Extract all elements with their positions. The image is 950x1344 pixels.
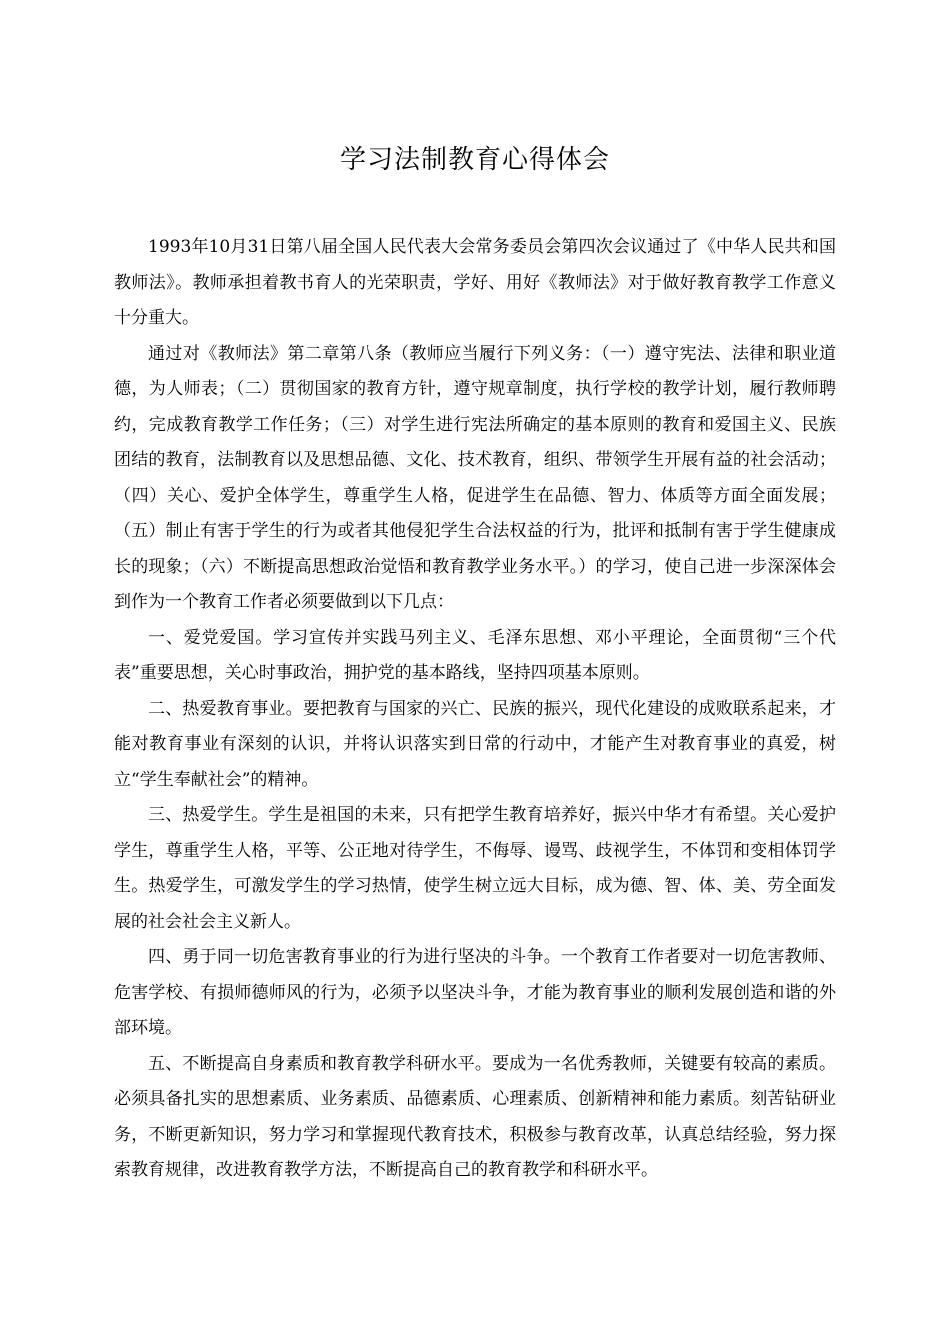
paragraph-point-4: 四、勇于同一切危害教育事业的行为进行坚决的斗争。一个教育工作者要对一切危害教师、危害学校、有损师德师风的行为，必须予以坚决斗争，才能为教育事业的顺利发展创造和谐的外部环境。 xyxy=(114,947,836,1038)
document-title: 学习法制教育心得体会 xyxy=(339,145,610,175)
paragraph-intro: 1993年10月31日第八届全国人民代表大会常务委员会第四次会议通过了《中华人民共和国教师法》。教师承担着教书育人的光荣职责，学好、用好《教师法》对于做好教育教学工作意义十分重大。 xyxy=(114,237,836,328)
paragraph-point-1: 一、爱党爱国。学习宣传并实践马列主义、毛泽东思想、邓小平理论，全面贯彻“三个代表”重要思想，关心时事政治，拥护党的基本路线，坚持四项基本原则。 xyxy=(114,627,836,683)
paragraph-point-5: 五、不断提高自身素质和教育教学科研水平。要成为一名优秀教师，关键要有较高的素质。必须具备扎实的思想素质、业务素质、品德素质、心理素质、创新精神和能力素质。刻苦钻研业务，不断更新知识，努力学习和掌握现代教育技术，积极参与教育改革，认真总结经验，努力探索教育规律，改进教育教学方法，不断提高自己的教育教学和科研水平。 xyxy=(114,1053,836,1180)
paragraph-teacher-duties: 通过对《教师法》第二章第八条（教师应当履行下列义务：（一）遵守宪法、法律和职业道德，为人师表；（二）贯彻国家的教育方针，遵守规章制度，执行学校的教学计划，履行教师聘约，完成教育教学工作任务；（三）对学生进行宪法所确定的基本原则的教育和爱国主义、民族团结的教育，法制教育以及思想品德、文化、技术教育，组织、带领学生开展有益的社会活动；（四）关心、爱护全体学生，尊重学生人格，促进学生在品德、智力、体质等方面全面发展；（五）制止有害于学生的行为或者其他侵犯学生合法权益的行为，批评和抵制有害于学生健康成长的现象；（六）不断提高思想政治觉悟和教育教学业务水平。）的学习，使自己进一步深深体会到作为一个教育工作者必须要做到以下几点： xyxy=(114,343,836,612)
paragraph-point-2: 二、热爱教育事业。要把教育与国家的兴亡、民族的振兴，现代化建设的成败联系起来，才能对教育事业有深刻的认识，并将认识落实到日常的行动中，才能产生对教育事业的真爱，树立“学生奉献社会”的精神。 xyxy=(114,698,836,790)
document-body xyxy=(114,230,836,1189)
paragraph-point-3: 三、热爱学生。学生是祖国的未来，只有把学生教育培养好，振兴中华才有希望。关心爱护学生，尊重学生人格，平等、公正地对待学生，不侮辱、谩骂、歧视学生，不体罚和变相体罚学生。热爱学生，可激发学生的学习热情，使学生树立远大目标，成为德、智、体、美、劳全面发展的社会社会主义新人。 xyxy=(114,805,836,932)
